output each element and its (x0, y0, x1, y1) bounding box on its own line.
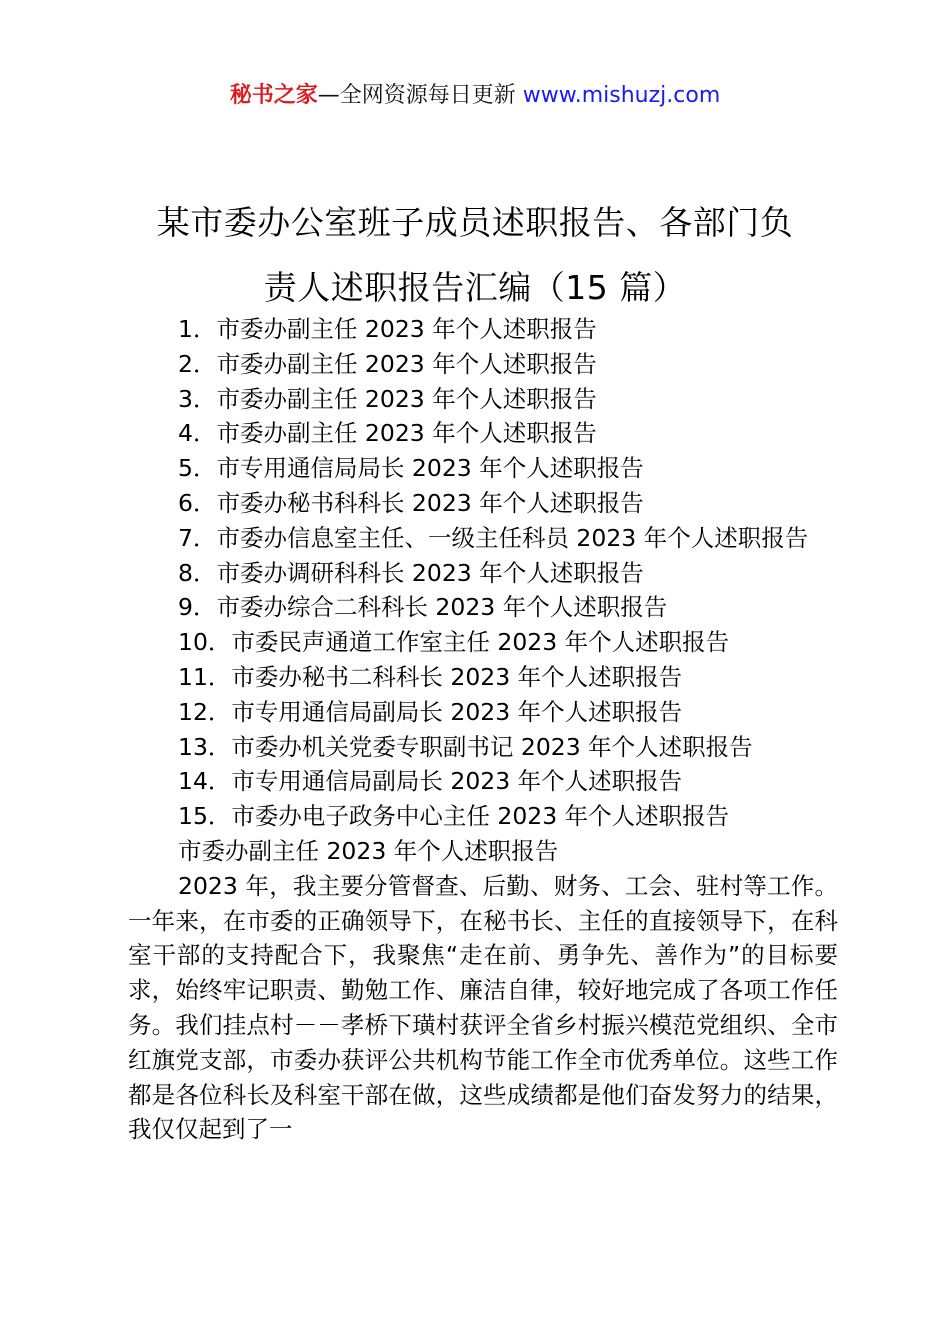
toc-item: 1．市委办副主任 2023 年个人述职报告 (178, 315, 597, 343)
toc-item: 12．市专用通信局副局长 2023 年个人述职报告 (178, 697, 683, 726)
title-line-1: 某市委办公室班子成员述职报告、各部门负 (156, 203, 794, 242)
section-heading: 市委办副主任 2023 年个人述职报告 (178, 836, 559, 865)
header-tagline: —全网资源每日更新 (317, 83, 516, 108)
document-body (128, 312, 838, 1147)
table-of-contents (128, 312, 838, 834)
toc-item: 11．市委办秘书二科科长 2023 年个人述职报告 (178, 662, 683, 691)
toc-item: 4．市委办副主任 2023 年个人述职报告 (178, 419, 597, 448)
site-url-link[interactable]: www.mishuzj.com (522, 83, 721, 108)
toc-item: 3．市委办副主任 2023 年个人述职报告 (178, 384, 597, 413)
toc-item: 9．市委办综合二科科长 2023 年个人述职报告 (178, 593, 668, 622)
document-title (100, 190, 850, 320)
toc-item: 5．市专用通信局局长 2023 年个人述职报告 (178, 454, 644, 483)
toc-item: 6．市委办秘书科科长 2023 年个人述职报告 (178, 488, 644, 517)
brand-name: 秘书之家 (229, 83, 318, 108)
toc-item: 7．市委办信息室主任、一级主任科员 2023 年个人述职报告 (178, 523, 809, 552)
toc-item: 15．市委办电子政务中心主任 2023 年个人述职报告 (178, 802, 730, 831)
site-header (0, 80, 950, 112)
toc-item: 10．市委民声通道工作室主任 2023 年个人述职报告 (178, 628, 730, 657)
title-line-2: 责人述职报告汇编（15 篇） (263, 268, 687, 307)
toc-item: 8．市委办调研科科长 2023 年个人述职报告 (178, 558, 644, 587)
toc-item: 13．市委办机关党委专职副书记 2023 年个人述职报告 (178, 732, 753, 761)
toc-item: 14．市专用通信局副局长 2023 年个人述职报告 (178, 767, 683, 796)
toc-item: 2．市委办副主任 2023 年个人述职报告 (178, 349, 597, 378)
body-paragraph: 2023 年，我主要分管督查、后勤、财务、工会、驻村等工作。一年来，在市委的正确领导下，在秘书长、主任的直接领导下，在科室干部的支持配合下，我聚焦“走在前、勇争先、善作为”的目标要求，始终牢记职责、勤勉工作、廉洁自律，较好地完成了各项工作任务。我们挂点村－－孝桥下璜村获评全省乡村振兴模范党组织、全市红旗党支部，市委办获评公共机构节能工作全市优秀单位。这些工作都是各位科长及科室干部在做，这些成绩都是他们奋发努力的结果，我仅仅起到了一 (128, 871, 838, 1144)
